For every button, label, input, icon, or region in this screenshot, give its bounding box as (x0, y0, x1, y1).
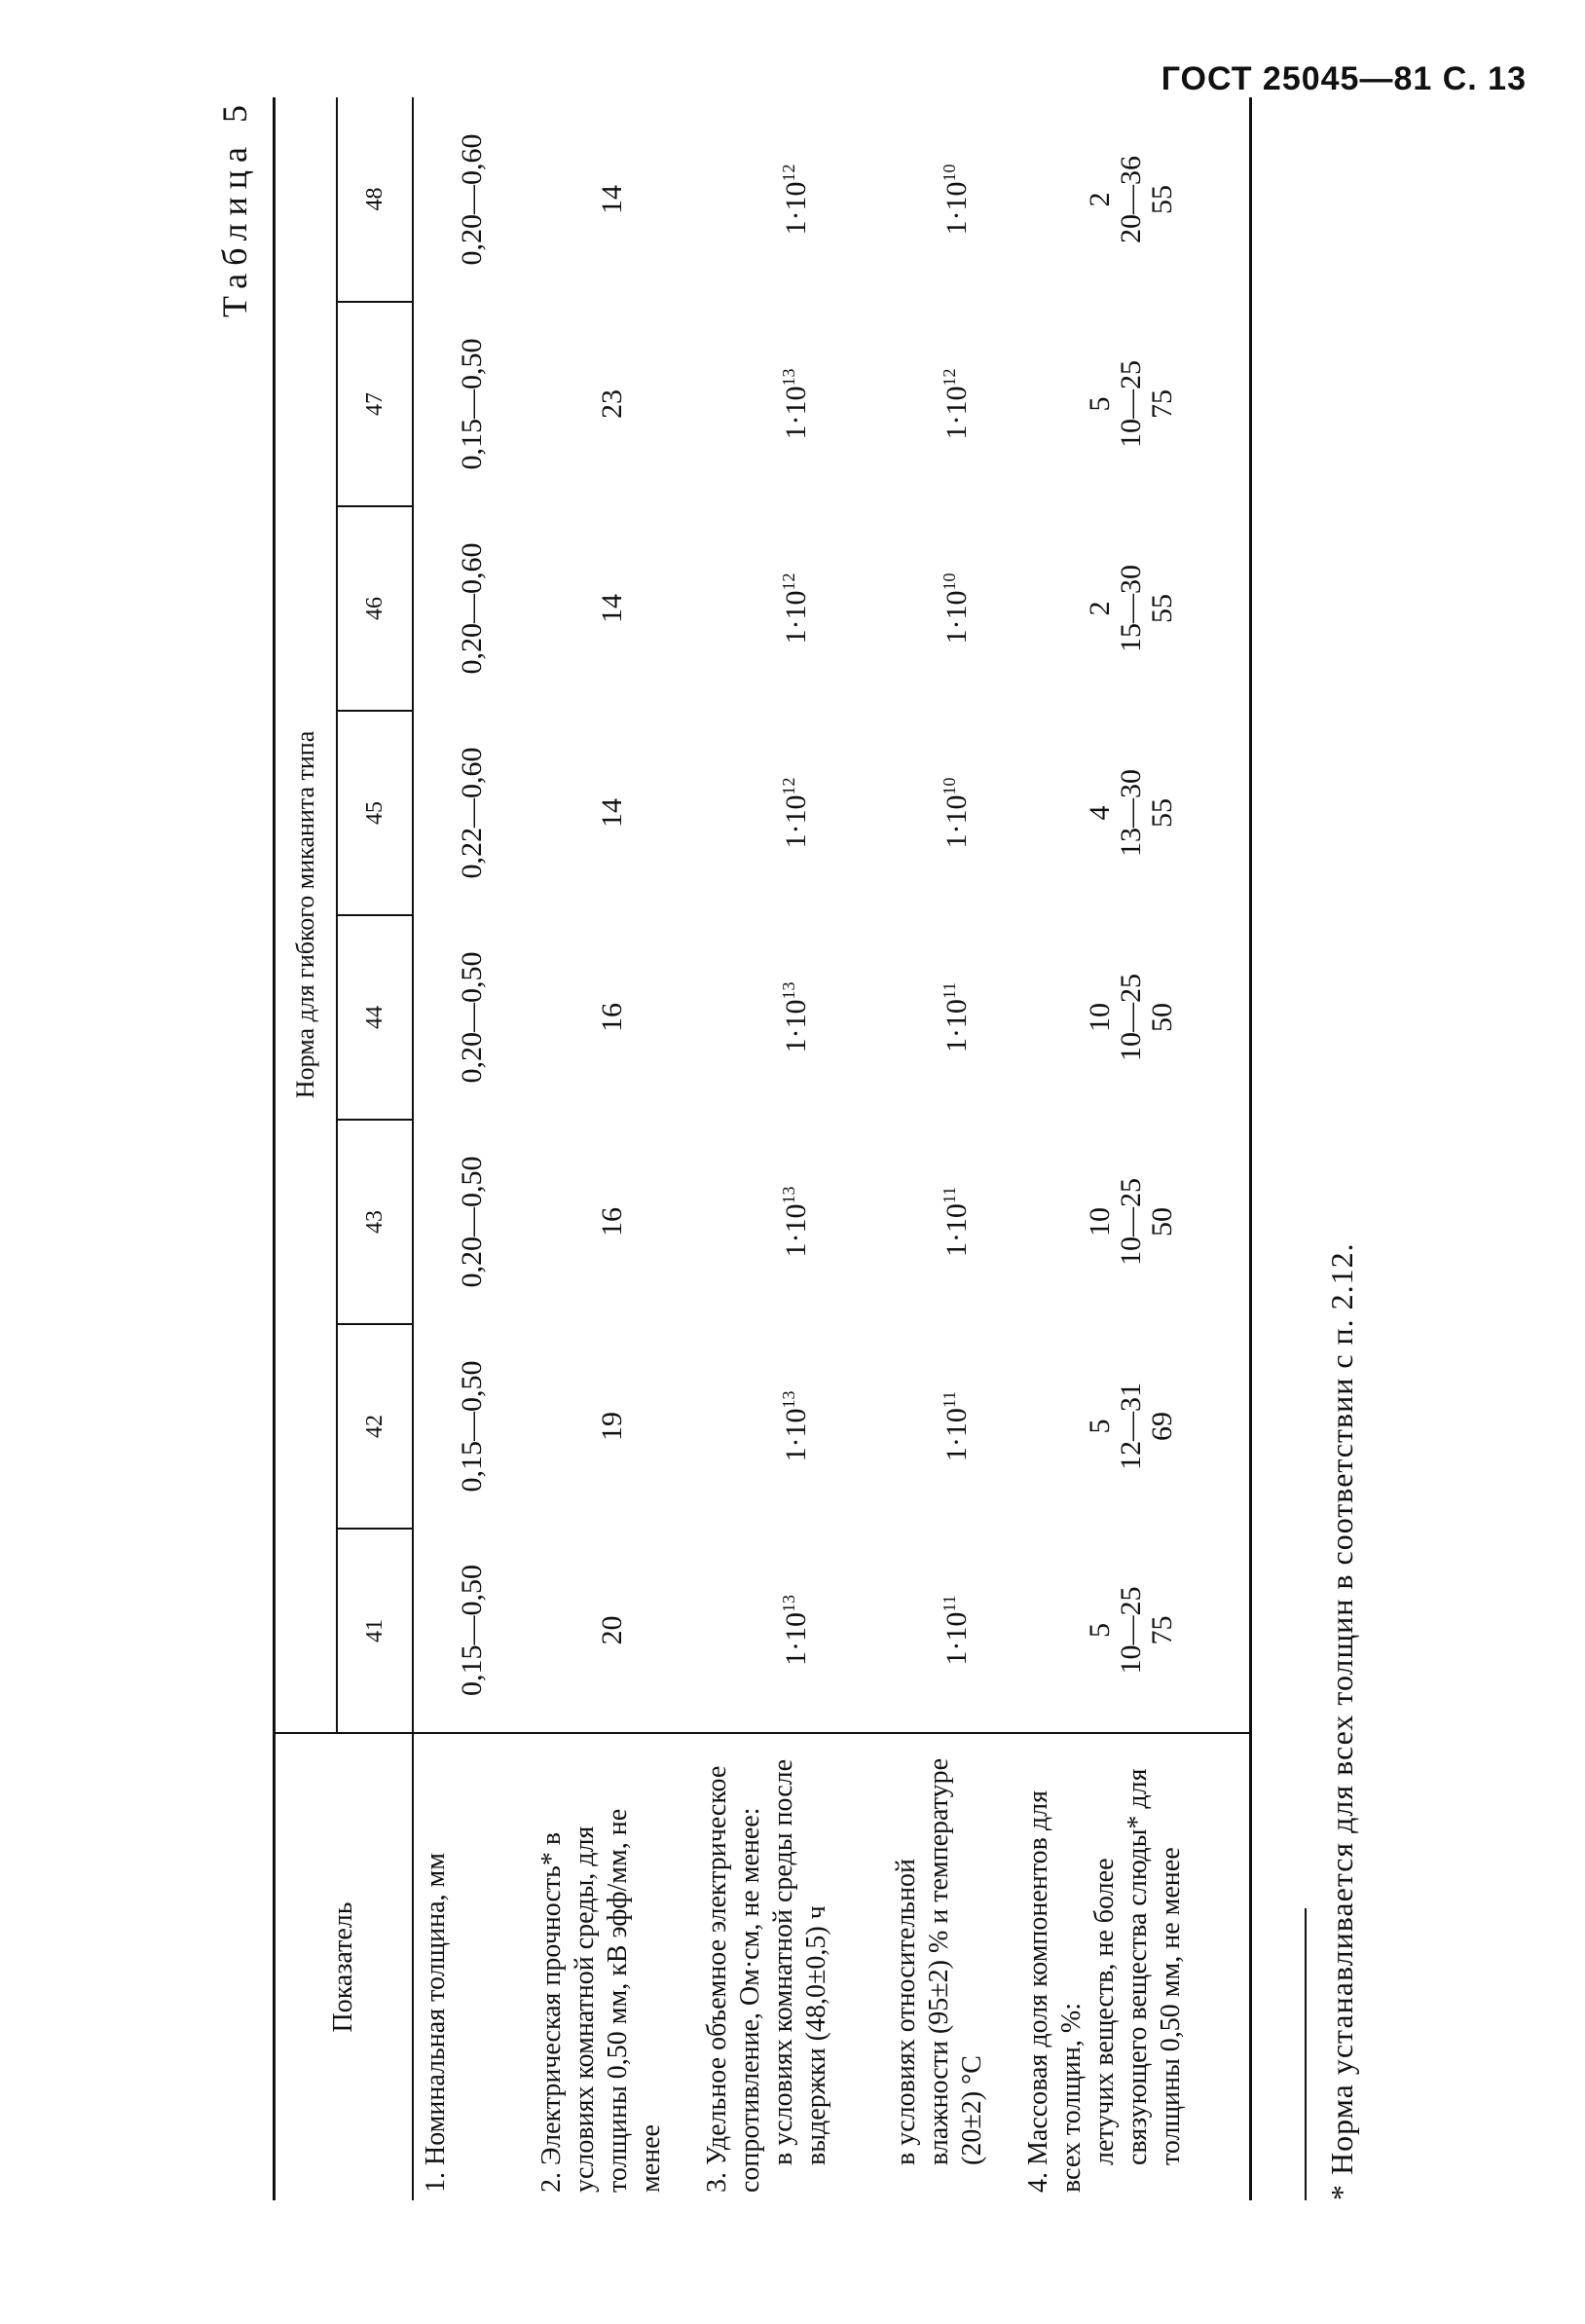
value-cell: 0,15—0,50 (413, 1324, 530, 1529)
value-cell: 16 (596, 1003, 628, 1032)
type-header: 47 (337, 302, 413, 506)
value-cell: 14 (596, 594, 628, 623)
value-cell: 0,20—0,50 (413, 915, 530, 1120)
value-cell: 5 10—25 75 (1016, 1529, 1250, 1733)
value-cell: $1\cdot 10^{13}$ (779, 981, 812, 1053)
table-5 (273, 97, 1252, 2200)
value-cell: 0,20—0,50 (413, 1120, 530, 1324)
table-label: Таблица 5 (215, 97, 254, 317)
table-row (695, 97, 890, 2200)
value-cell: 5 10—25 75 (1016, 302, 1250, 506)
value-cell: 20 (596, 1615, 628, 1645)
table-row (413, 97, 530, 2200)
indicator-cell: 2. Электрическая прочность* в условиях комнатной среды, для толщины 0,50 мм, кВ эфф/мм, не менее (530, 1733, 695, 2200)
value-cell: $1\cdot 10^{13}$ (779, 368, 812, 440)
value-cell: 14 (596, 184, 628, 214)
value-cell: 0,15—0,50 (413, 1529, 530, 1733)
value-cell: $1\cdot 10^{11}$ (940, 981, 973, 1053)
value-cell: $1\cdot 10^{12}$ (779, 777, 812, 849)
table-row (890, 97, 1016, 2200)
value-cell: 16 (596, 1207, 628, 1236)
footnote-rule (1305, 1908, 1307, 2200)
value-cell: $1\cdot 10^{10}$ (940, 777, 973, 849)
value-cell: $1\cdot 10^{13}$ (779, 1390, 812, 1462)
value-cell: $1\cdot 10^{11}$ (940, 1186, 973, 1258)
value-cell: 23 (596, 389, 628, 419)
indicator-header: Показатель (275, 1733, 414, 2200)
value-cell: 14 (596, 798, 628, 828)
value-cell: $1\cdot 10^{10}$ (940, 572, 973, 645)
value-cell: $1\cdot 10^{12}$ (940, 368, 973, 440)
value-cell: $1\cdot 10^{13}$ (779, 1186, 812, 1258)
type-header: 46 (337, 506, 413, 711)
type-header: 42 (337, 1324, 413, 1529)
indicator-cell: 1. Номинальная толщина, мм (413, 1733, 530, 2200)
value-cell: $1\cdot 10^{10}$ (940, 164, 973, 236)
value-cell: 2 15—30 55 (1016, 506, 1250, 711)
value-cell: 0,22—0,60 (413, 711, 530, 915)
value-cell: $1\cdot 10^{11}$ (940, 1390, 973, 1462)
footnote: * Норма устанавливается для всех толщин в соответствии с п. 2.12. (1324, 1242, 1359, 2200)
value-cell: 0,20—0,60 (413, 506, 530, 711)
table-row (1016, 97, 1250, 2200)
value-cell: 4 13—30 55 (1016, 711, 1250, 915)
value-cell: 19 (596, 1412, 628, 1441)
value-cell: $1\cdot 10^{12}$ (779, 164, 812, 236)
type-header: 48 (361, 187, 387, 211)
value-cell: $1\cdot 10^{13}$ (779, 1595, 812, 1666)
type-header: 41 (337, 1529, 413, 1733)
value-cell: 0,15—0,50 (413, 302, 530, 506)
table-row (530, 97, 695, 2200)
norm-header: Норма для гибкого миканита типа (275, 97, 338, 1733)
value-cell: 2 20—36 55 (1016, 97, 1250, 302)
value-cell: $1\cdot 10^{11}$ (940, 1595, 973, 1666)
value-cell: 10 10—25 50 (1016, 1120, 1250, 1324)
type-header: 45 (337, 711, 413, 915)
type-header: 44 (337, 915, 413, 1120)
indicator-cell: 4. Массовая доля компонентов для всех толщин, %: летучих веществ, не более связующего вещества слюды* для толщины 0,50 мм, не менее (1016, 1733, 1250, 2200)
rotated-table-block (214, 97, 1382, 2200)
indicator-cell: 3. Удельное объемное электрическое сопротивление, Ом·см, не менее: в условиях комнатной среды после выдержки (48,0±0,5) ч (695, 1733, 890, 2200)
indicator-cell: в условиях относительной влажности (95±2) % и температуре (20±2) °С (890, 1733, 1016, 2200)
value-cell: $1\cdot 10^{12}$ (779, 572, 812, 645)
page-header: ГОСТ 25045—81 С. 13 (1161, 60, 1527, 97)
type-header: 43 (337, 1120, 413, 1324)
value-cell: 5 12—31 69 (1016, 1324, 1250, 1529)
value-cell: 10 10—25 50 (1016, 915, 1250, 1120)
value-cell: 0,20—0,60 (413, 97, 530, 302)
